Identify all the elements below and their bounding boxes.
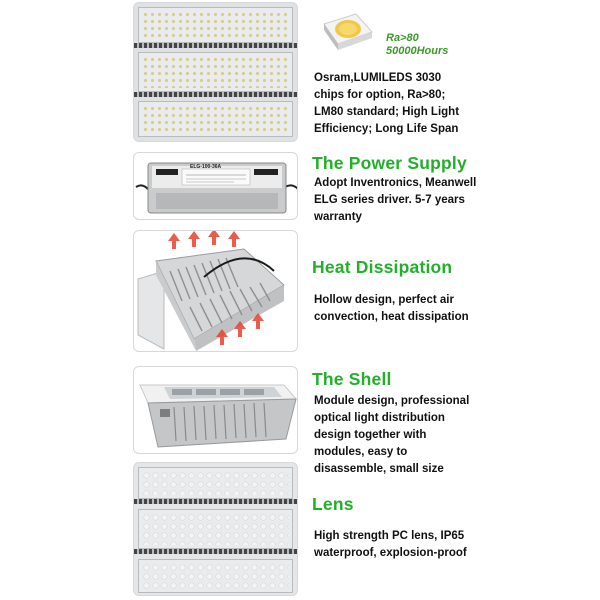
heat-dissipation-description: Hollow design, perfect air convection, heat dissipation (314, 294, 469, 323)
power-supply-heading: The Power Supply (312, 153, 467, 173)
driver-model-label: ELG-100-36A (190, 164, 222, 170)
heat-dissipation-photo (133, 230, 298, 352)
chip-ra: Ra>80 (386, 32, 419, 44)
led-chip-image (318, 10, 376, 52)
lens-description: High strength PC lens, IP65 waterproof, explosion-proof (314, 530, 467, 559)
shell-description: Module design, professional optical light distribution design together with modules, easy to disassemble, small size (314, 395, 470, 475)
chip-description: Osram,LUMILEDS 3030 chips for option, Ra>80; LM80 standard; High Light Efficiency; Long Life Span (314, 72, 460, 135)
power-supply-description: Adopt Inventronics, Meanwell ELG series driver. 5-7 years warranty (314, 177, 477, 223)
led-modules-photo (133, 2, 298, 142)
heat-dissipation-heading: Heat Dissipation (312, 257, 453, 277)
chip-hours: 50000Hours (386, 45, 449, 57)
lens-heading: Lens (312, 494, 354, 514)
power-supply-photo (133, 152, 298, 220)
shell-heading: The Shell (312, 369, 392, 389)
lens-photo (133, 462, 298, 596)
shell-photo (133, 366, 298, 454)
